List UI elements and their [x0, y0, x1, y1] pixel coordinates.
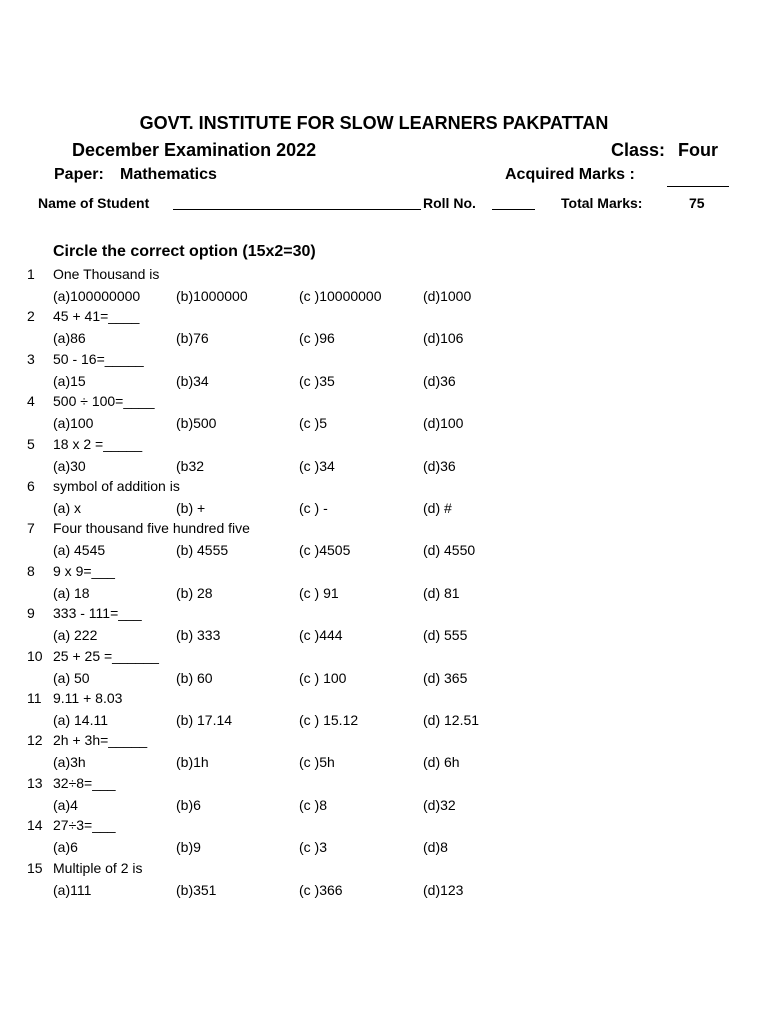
class-label: Class:	[611, 140, 666, 160]
question-number: 14	[27, 817, 43, 833]
option-a[interactable]: (a)15	[53, 373, 86, 389]
total-marks-label: Total Marks:	[561, 195, 643, 211]
option-d[interactable]: (d)1000	[423, 288, 472, 304]
option-c[interactable]: (c )8	[299, 797, 327, 813]
question-text: 50 - 16=_____	[53, 351, 144, 367]
question-text: 9.11 + 8.03	[53, 690, 123, 706]
option-a[interactable]: (a) x	[53, 500, 81, 516]
option-d[interactable]: (d) 12.51	[423, 712, 480, 728]
total-marks-value: 75	[689, 195, 705, 211]
option-b[interactable]: (b)9	[176, 839, 201, 855]
option-c[interactable]: (c )34	[299, 458, 335, 474]
option-d[interactable]: (d)123	[423, 882, 464, 898]
option-c[interactable]: (c )444	[299, 627, 343, 643]
option-a[interactable]: (a)4	[53, 797, 78, 813]
option-d[interactable]: (d)8	[423, 839, 448, 855]
option-d[interactable]: (d)36	[423, 458, 456, 474]
option-c[interactable]: (c )5h	[299, 754, 335, 770]
question-number: 8	[27, 563, 35, 579]
paper-label: Paper:	[54, 166, 104, 183]
option-b[interactable]: (b) 333	[176, 627, 221, 643]
student-name-blank[interactable]	[173, 209, 421, 210]
option-b[interactable]: (b)6	[176, 797, 201, 813]
option-d[interactable]: (d) 555	[423, 627, 468, 643]
option-a[interactable]: (a) 222	[53, 627, 98, 643]
question-number: 6	[27, 478, 35, 494]
option-d[interactable]: (d) 4550	[423, 542, 476, 558]
option-a[interactable]: (a)6	[53, 839, 78, 855]
option-c[interactable]: (c ) 100	[299, 670, 347, 686]
option-c[interactable]: (c )96	[299, 330, 335, 346]
option-c[interactable]: (c ) -	[299, 500, 328, 516]
option-b[interactable]: (b) 4555	[176, 542, 229, 558]
roll-no-label: Roll No.	[423, 195, 476, 211]
option-c[interactable]: (c )35	[299, 373, 335, 389]
option-a[interactable]: (a) 4545	[53, 542, 106, 558]
question-number: 5	[27, 436, 35, 452]
option-b[interactable]: (b) 17.14	[176, 712, 233, 728]
question-text: 32÷8=___	[53, 775, 116, 791]
option-c[interactable]: (c )3	[299, 839, 327, 855]
option-c[interactable]: (c )10000000	[299, 288, 382, 304]
option-c[interactable]: (c ) 15.12	[299, 712, 359, 728]
section-instruction: Circle the correct option (15x2=30)	[53, 243, 316, 260]
option-d[interactable]: (d) 81	[423, 585, 460, 601]
option-b[interactable]: (b)76	[176, 330, 209, 346]
question-text: 2h + 3h=_____	[53, 732, 148, 748]
option-c[interactable]: (c ) 91	[299, 585, 339, 601]
option-a[interactable]: (a)111	[53, 882, 92, 898]
school-name: GOVT. INSTITUTE FOR SLOW LEARNERS PAKPATTAN	[139, 113, 609, 133]
question-number: 2	[27, 308, 35, 324]
option-c[interactable]: (c )5	[299, 415, 327, 431]
question-number: 13	[27, 775, 43, 791]
roll-no-blank[interactable]	[492, 209, 535, 210]
question-number: 7	[27, 520, 35, 536]
question-number: 1	[27, 266, 35, 282]
question-text: 9 x 9=___	[53, 563, 115, 579]
option-b[interactable]: (b)500	[176, 415, 217, 431]
option-d[interactable]: (d)36	[423, 373, 456, 389]
option-d[interactable]: (d)32	[423, 797, 456, 813]
question-text: symbol of addition is	[53, 478, 180, 494]
option-a[interactable]: (a)100	[53, 415, 94, 431]
question-text: 500 ÷ 100=____	[53, 393, 155, 409]
option-a[interactable]: (a)86	[53, 330, 86, 346]
option-b[interactable]: (b) 28	[176, 585, 213, 601]
student-name-label: Name of Student	[38, 195, 150, 211]
option-c[interactable]: (c )4505	[299, 542, 351, 558]
option-d[interactable]: (d)100	[423, 415, 464, 431]
paper-value: Mathematics	[120, 166, 217, 183]
option-c[interactable]: (c )366	[299, 882, 343, 898]
question-text: 27÷3=___	[53, 817, 116, 833]
option-b[interactable]: (b) +	[176, 500, 206, 516]
question-number: 9	[27, 605, 35, 621]
option-d[interactable]: (d)106	[423, 330, 464, 346]
question-text: Multiple of 2 is	[53, 860, 143, 876]
class-value: Four	[678, 140, 718, 160]
option-b[interactable]: (b)1000000	[176, 288, 248, 304]
question-text: Four thousand five hundred five	[53, 520, 250, 536]
question-number: 10	[27, 648, 43, 664]
question-text: One Thousand is	[53, 266, 160, 282]
question-number: 15	[27, 860, 43, 876]
option-b[interactable]: (b32	[176, 458, 205, 474]
question-text: 333 - 111=___	[53, 605, 142, 621]
option-a[interactable]: (a) 14.11	[53, 712, 108, 728]
option-d[interactable]: (d) 6h	[423, 754, 460, 770]
option-a[interactable]: (a)3h	[53, 754, 86, 770]
option-a[interactable]: (a)100000000	[53, 288, 141, 304]
option-a[interactable]: (a) 18	[53, 585, 90, 601]
question-text: 25 + 25 =______	[53, 648, 159, 664]
option-b[interactable]: (b)34	[176, 373, 209, 389]
exam-title: December Examination 2022	[72, 140, 317, 160]
acquired-marks-label: Acquired Marks :	[505, 166, 635, 183]
option-b[interactable]: (b)1h	[176, 754, 209, 770]
option-b[interactable]: (b)351	[176, 882, 217, 898]
question-number: 11	[27, 690, 42, 706]
option-a[interactable]: (a)30	[53, 458, 86, 474]
option-b[interactable]: (b) 60	[176, 670, 213, 686]
question-number: 4	[27, 393, 35, 409]
question-text: 18 x 2 =_____	[53, 436, 143, 452]
option-d[interactable]: (d) 365	[423, 670, 468, 686]
option-d[interactable]: (d) #	[423, 500, 452, 516]
question-number: 3	[27, 351, 35, 367]
question-text: 45 + 41=____	[53, 308, 140, 324]
question-number: 12	[27, 732, 43, 748]
acquired-marks-blank[interactable]	[667, 186, 729, 187]
option-a[interactable]: (a) 50	[53, 670, 90, 686]
